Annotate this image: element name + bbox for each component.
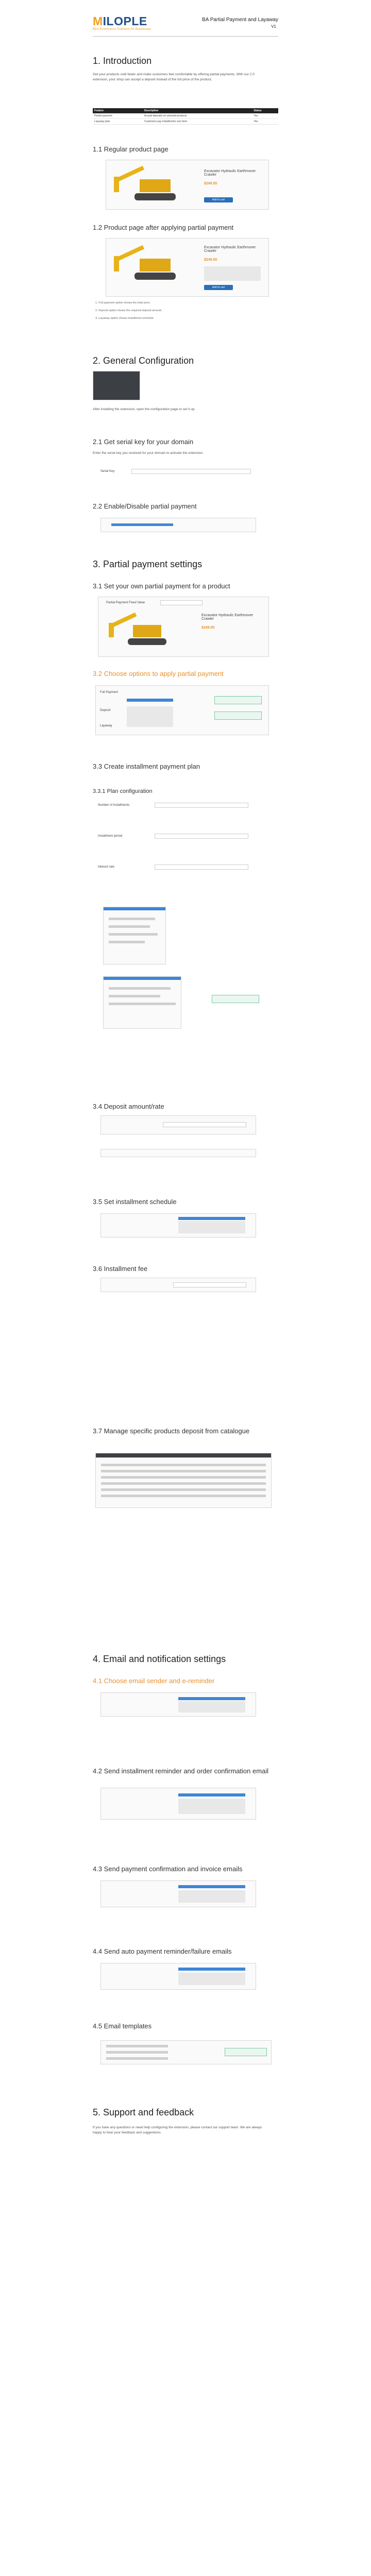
config-screenshot	[93, 371, 140, 400]
plan-field-label: Number of installments	[98, 804, 130, 807]
note-item: 1. Full payment option shows the total price	[95, 301, 150, 304]
excavator-image	[111, 246, 183, 287]
confirmation-list[interactable]	[178, 1890, 245, 1903]
note-item: 2. Deposit option shows the required deposit amount	[95, 309, 162, 312]
table-row	[93, 113, 278, 119]
table-cell: Layaway plan	[93, 119, 143, 125]
product-title: Excavator Hydraulic Earthmover Crawler	[204, 246, 256, 253]
excavator-image	[106, 613, 173, 651]
table-cell: Yes	[252, 113, 278, 119]
confirmation-selected[interactable]	[178, 1885, 245, 1888]
add-to-cart-button[interactable]: Add to cart	[204, 197, 233, 202]
fee-input[interactable]	[173, 1282, 246, 1287]
auto-reminder-screenshot	[100, 1963, 256, 1990]
enable-toggle[interactable]	[111, 523, 173, 526]
subsection-heading: 3.6 Installment fee	[93, 1265, 148, 1273]
general-text: After installing the extension, open the configuration page to set it up.	[93, 408, 196, 411]
plan-header-bar	[104, 907, 165, 910]
amount-input[interactable]	[163, 1122, 246, 1127]
subsection-heading: 2.1 Get serial key for your domain	[93, 438, 194, 446]
catalogue-screenshot	[95, 1453, 272, 1508]
enable-screenshot	[100, 518, 256, 532]
product-price: $249.00	[201, 626, 215, 630]
auto-reminder-selected[interactable]	[178, 1968, 245, 1971]
plan-field-label: Installment period	[98, 835, 123, 838]
subsection-heading: 4.3 Send payment confirmation and invoice emails	[93, 1865, 243, 1873]
subsection-heading: 4.2 Send installment reminder and order confirmation email	[93, 1767, 269, 1775]
serial-key-label: Serial Key	[100, 470, 115, 473]
choose-options-screenshot	[95, 685, 269, 735]
option-label: Layaway	[100, 724, 112, 727]
product-title: Excavator Hydraulic Earthmover Crawler	[201, 614, 254, 621]
fee-screenshot	[100, 1278, 256, 1292]
table-row	[93, 119, 278, 125]
subsection-heading: 3.5 Set installment schedule	[93, 1198, 177, 1206]
plan-field-label: Interest rate	[98, 866, 115, 869]
plan-field-input[interactable]	[155, 834, 248, 839]
reminder-selected[interactable]	[178, 1793, 245, 1797]
header-divider	[93, 36, 278, 37]
callout-box	[214, 696, 262, 704]
admin-toolbar	[96, 1453, 271, 1458]
brand-tagline: Best Ecommerce Solutions for Businesses	[93, 28, 151, 31]
subsection-heading: 3.4 Deposit amount/rate	[93, 1103, 164, 1110]
sender-list[interactable]	[178, 1701, 245, 1713]
document-version: V1	[271, 24, 276, 29]
brand-logo: MILOPLE	[93, 14, 147, 28]
subsection-heading: 3.7 Manage specific products deposit from catalogue	[93, 1427, 250, 1435]
option-label: Deposit	[100, 709, 111, 712]
payment-options-box[interactable]	[204, 266, 261, 281]
table-cell: Yes	[252, 119, 278, 125]
schedule-screenshot	[100, 1213, 256, 1238]
applied-product-screenshot	[106, 238, 269, 297]
option-selector[interactable]	[127, 699, 173, 702]
section-heading: 2. General Configuration	[93, 355, 194, 366]
section-heading: 3. Partial payment settings	[93, 559, 203, 569]
product-price: $249.00	[204, 258, 217, 262]
schedule-selected[interactable]	[178, 1217, 245, 1220]
callout-box	[214, 711, 262, 720]
subsection-heading: 4.1 Choose email sender and e-reminder	[93, 1677, 215, 1685]
serial-text: Enter the serial key you received for your domain to activate the extension.	[93, 451, 204, 455]
document-title: BA Partial Payment and Layaway	[202, 17, 278, 23]
add-to-cart-button[interactable]: Add to cart	[204, 285, 233, 290]
serial-key-input[interactable]	[131, 469, 251, 474]
fixed-value-input[interactable]	[160, 600, 203, 605]
table-header: Feature	[93, 108, 143, 113]
feature-table	[93, 108, 278, 125]
support-text: If you have any questions or need help configuring the extension, please contact our support team. We are always happy to hear your feedback and suggestions.	[93, 2126, 262, 2134]
table-header: Description	[143, 108, 252, 113]
auto-reminder-list[interactable]	[178, 1973, 245, 1985]
subsection-heading: 3.3 Create installment payment plan	[93, 762, 200, 770]
table-cell: Partial payment	[93, 113, 143, 119]
fixed-value-label: Partial Payment Fixed Value	[106, 601, 145, 604]
sender-selected[interactable]	[178, 1697, 245, 1700]
subsection-heading: 1.2 Product page after applying partial payment	[93, 224, 234, 231]
reminder-list[interactable]	[178, 1799, 245, 1814]
product-price: $249.00	[204, 182, 217, 185]
regular-product-screenshot	[106, 160, 269, 210]
amount-screenshot	[100, 1115, 256, 1134]
amount-type-select[interactable]	[100, 1149, 256, 1157]
table-cell: Customers pay installments over time	[143, 119, 252, 125]
option-list[interactable]	[127, 706, 173, 727]
excavator-image	[111, 166, 183, 208]
subsection-heading: 2.2 Enable/Disable partial payment	[93, 502, 197, 510]
plan-detail-screenshot	[103, 976, 181, 1029]
callout-box	[212, 995, 259, 1003]
subsection-heading: 1.1 Regular product page	[93, 145, 168, 153]
section-heading: 4. Email and notification settings	[93, 1654, 226, 1664]
subsection-heading: 4.4 Send auto payment reminder/failure emails	[93, 1947, 232, 1955]
reminder-screenshot	[100, 1788, 256, 1820]
section-heading: 1. Introduction	[93, 56, 152, 66]
product-title: Excavator Hydraulic Earthmover Crawler	[204, 170, 256, 177]
callout-box	[225, 2048, 267, 2056]
subsection-heading: 3.1 Set your own partial payment for a product	[93, 582, 230, 590]
email-sender-screenshot	[100, 1692, 256, 1717]
confirmation-screenshot	[100, 1880, 256, 1907]
plan-header-bar	[104, 977, 181, 980]
table-header: Status	[252, 108, 278, 113]
subsection-heading: 4.5 Email templates	[93, 2022, 152, 2030]
option-label: Full Payment	[100, 691, 119, 694]
subsection-heading: 3.2 Choose options to apply partial payment	[93, 670, 224, 677]
plan-screenshot	[103, 907, 166, 964]
table-cell: Accept deposits on selected products	[143, 113, 252, 119]
plan-field-input[interactable]	[155, 803, 248, 808]
note-item: 3. Layaway option shows installment schedule	[95, 317, 154, 320]
schedule-list[interactable]	[178, 1221, 245, 1233]
intro-text: Get your products sold faster and make customers feel comfortable by offering partial payments. With our 2.0 extension, your shop can accept a deposit instead of the full price of the product.	[93, 73, 255, 81]
plan-field-input[interactable]	[155, 865, 248, 870]
templates-screenshot	[100, 2040, 272, 2064]
section-heading: 5. Support and feedback	[93, 2107, 194, 2117]
subsection-heading: 3.3.1 Plan configuration	[93, 788, 153, 794]
setup-screenshot	[98, 597, 269, 657]
